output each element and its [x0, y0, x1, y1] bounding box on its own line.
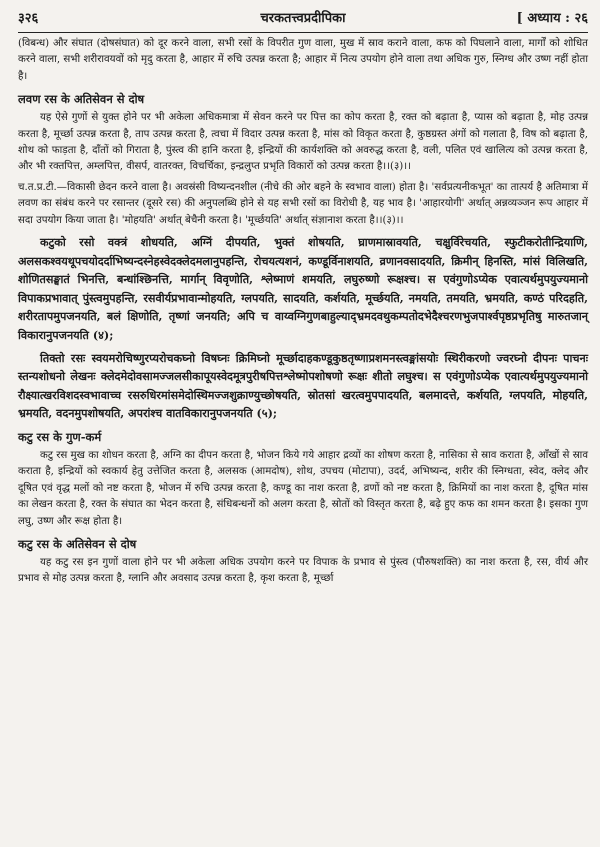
page-header [18, 6, 588, 33]
section-heading-lavana-excess: लवण रस के अतिसेवन से दोष [18, 92, 145, 107]
page-number: ३२६ [18, 11, 39, 26]
paragraph-lavana-excess: यह ऐसे गुणों से युक्त होने पर भी अकेला अधिकमात्रा में सेवन करने पर पित्त का कोप करता है, रक्त को बढ़ाता है, प्यास को बढ़ाता है, मोह उत्पन्न करता है, मूर्च्छा उत्पन्न करता है, ताप उत्पन्न करता है, त्वचा में विदार उत्पन्न करता है, मांस को विकृत करता है, कुष्ठग्रस्त अंगों को गलाता है, विष को बढ़ाता है, शोथ को फाड़ता है, दाँतों को गिराता है, पुंस्त्व की हानि करता है, इन्द्रियों की कार्यशक्ति को अवरुद्ध करता है, वली, पलित एवं खालित्य को उत्पन्न करता है, और भी रक्तपित्त, अम्लपित्त, वीसर्प, वातरक्त, विचर्चिका, इन्द्रलुप्त प्रभृति विकारों को उत्पन्न करता है।।(३)।। [18, 112, 588, 173]
book-title: चरकतत्त्वप्रदीपिका [260, 11, 346, 26]
paragraph-continued: (विबन्ध) और संघात (दोषसंघात) को दूर करने वाला, सभी रसों के विपरीत गुण वाला, मुख में स्राव कराने वाला, कफ को पिघलाने वाला, मार्गों को शोधित करने वाला, सभी शरीरावयवों को मृदु करता है, आहार में रुचि उत्पन्न करता है; आहार में नित्य उपयोग होने वाला तथा अधिक गुरु, स्निग्ध और उष्ण नहीं होता है। [18, 38, 588, 82]
paragraph-katu-properties: कटु रस मुख का शोधन करता है, अग्नि का दीपन करता है, भोजन किये गये आहार द्रव्यों का शोषण करता है, नासिका से स्राव कराता है, आँखों से स्राव कराता है, इन्द्रियों को स्वकार्य हेतु उत्तेजित करता है, अलसक (आमदोष), शोथ, उपचय (मोटापा), उदर्द, अभिष्यन्द, शरीर की स्निग्धता, स्वेद, क्लेद और दूषित एवं वृद्ध मलों को नष्ट करता है, भोजन में रुचि उत्पन्न करता है, कण्डू का नाश करता है, व्रणों को नष्ट करता है, क्रिमियों का नाश करता है, दूषित मांस का लेखन करता है, रक्त के संघात का भेदन करता है, संधिबन्धनों को अलग करता है, स्रोतों को विस्तृत करता है, बढ़े हुए कफ का शमन करता है। इसका गुण लघु, उष्ण और रूक्ष होता है। [18, 450, 588, 527]
page-body [18, 36, 588, 588]
sanskrit-verse-tikta: तिक्तो रसः स्वयमरोचिष्णुरप्यरोचकघ्नो विषघ्नः क्रिमिघ्नो मूर्च्छादाहकण्डूकुष्ठतृष्णाप्रशमनस्त्वङ्मांसयोः स्थिरीकरणो ज्वरघ्नो दीपनः पाचनः स्तन्यशोधनो लेखनः क्लेदमेदोवसामज्जलसीकापूयस्वेदमूत्रपुरीषपित्तश्लेष्मोपशोषणो रूक्षः शीतो लघुश्च। स एवंगुणोऽप्येक एवात्यर्थमुपयुज्यमानो रौक्ष्यात्खरविशदस्वभावाच्च रसरुधिरमांसमेदोस्थिमज्जशुक्राण्युच्छोषयति, स्रोतसां खरत्वमुपपादयति, बलमादत्ते, कर्शयति, ग्लपयति, मोहयति, भ्रमयति, वदनमुपशोषयति, अपरांश्च वातविकारानुपजनयति (५); [18, 350, 588, 421]
chapter-label: [ अध्याय : २६ [516, 11, 588, 26]
commentary-paragraph: च.त.प्र.टी.—विकासी छेदन करने वाला है। अवस्रंसी विष्यन्दनशील (नीचे की ओर बहने के स्वभाव वाला) होता है। 'सर्वप्रत्यनीकभूत' का तात्पर्य है अतिमात्रा में लवण का संबंध करने पर रसान्तर (दूसरे रस) की अनुपलब्धि होने से यह सभी रसों का विरोधी है, यह भाव है। 'आहारयोगी' अर्थात् अन्नव्यञ्जन रूप आहार में सदा उपयोग किया जाता है। 'मोहयति' अर्थात् बेचैनी करता है। 'मूर्च्छयति' अर्थात् संज्ञानाश करता है।।(३)।। [18, 181, 588, 226]
paragraph-katu-excess: यह कटु रस इन गुणों वाला होने पर भी अकेला अधिक उपयोग करने पर विपाक के प्रभाव से पुंस्त्व (पौरुषशक्ति) का नाश करता है, रस, वीर्य और प्रभाव से मोह उत्पन्न करता है, ग्लानि और अवसाद उत्पन्न करता है, कृश करता है, मूर्च्छा [18, 557, 588, 585]
section-heading-katu-excess: कटु रस के अतिसेवन से दोष [18, 537, 137, 552]
section-heading-katu-properties: कटु रस के गुण-कर्म [18, 430, 102, 444]
sanskrit-verse-katu: कटुको रसो वक्त्रं शोधयति, अग्निं दीपयति, भुक्तं शोषयति, घ्राणमास्रावयति, चक्षुर्विरेचयति, स्फुटीकरोतीन्द्रियाणि, अलसकश्वयथूपचयोदर्दाभिष्यन्दस्नेहस्वेदक्लेदमलानुपहन्ति, रोचयत्यशनं, कण्डूर्विनाशयति, व्रणानवसादयति, क्रिमीन् हिनस्ति, मांसं विलिखति, शोणितसङ्घातं भिनत्ति, बन्धांश्छिनत्ति, मार्गान् विवृणोति, श्लेष्माणं शमयति, लघुरुष्णो रूक्षश्च। स एवंगुणोऽप्येक एवात्यर्थमुपयुज्यमानो विपाकप्रभावात् पुंस्त्वमुपहन्ति, रसवीर्यप्रभावान्मोहयति, ग्लपयति, सादयति, कर्शयति, मूर्च्छयति, नमयति, तमयति, भ्रमयति, कण्ठं परिदहति, शरीरतापमुपजनयति, बलं क्षिणोति, तृष्णां जनयति; अपि च वाय्वग्निगुणबाहुल्याद्भ्रमदवथुकम्पतोदभेदैश्चरणभुजपार्श्वपृष्ठप्रभृतिषु मारुतजान् विकारानुपजनयति (४); [18, 235, 588, 343]
